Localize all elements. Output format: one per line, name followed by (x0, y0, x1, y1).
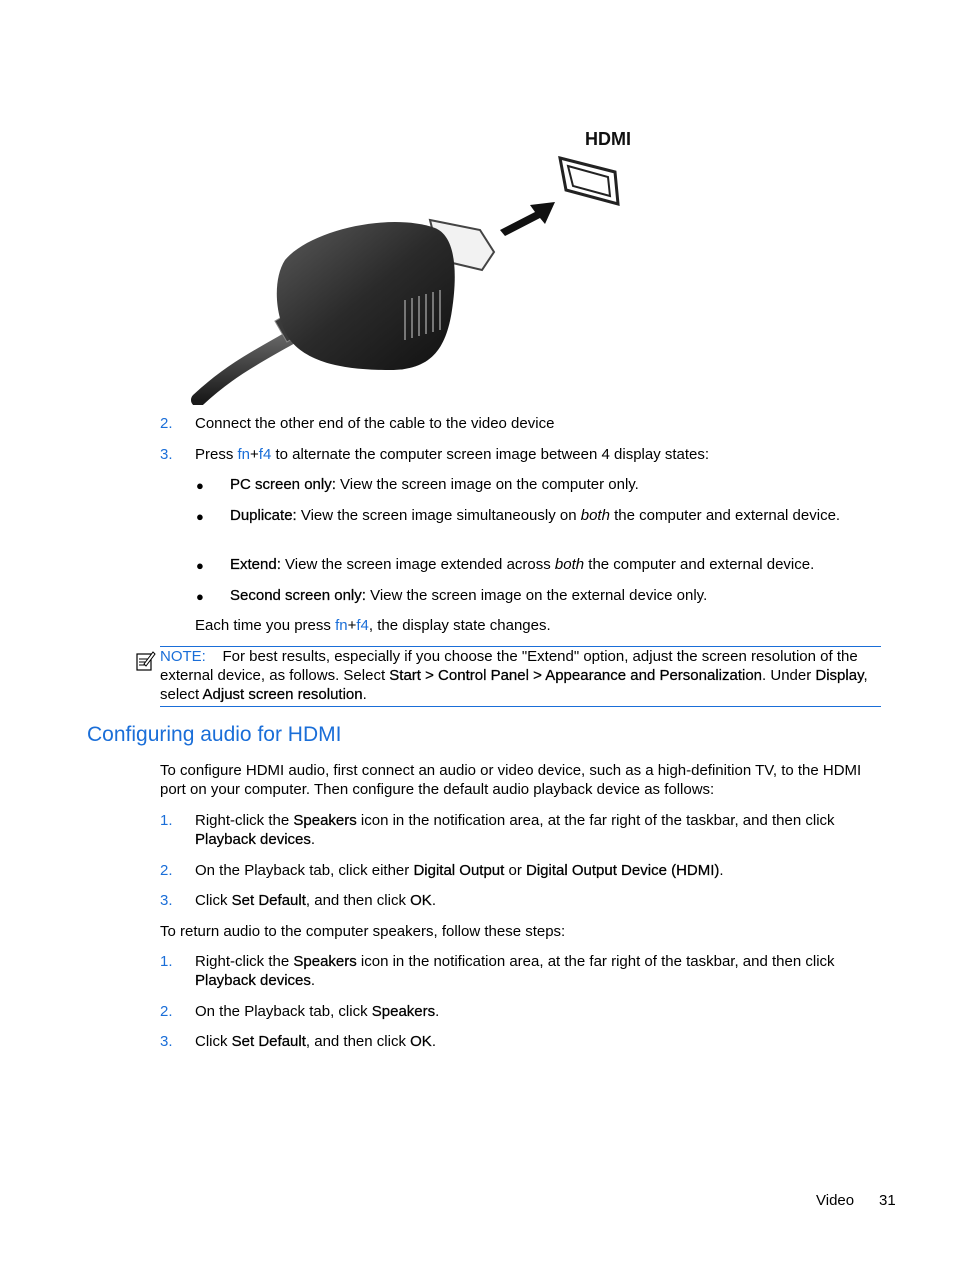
step-number: 2. (160, 862, 173, 879)
step-number: 3. (160, 446, 173, 463)
cable (198, 335, 295, 400)
bullet-icon: ● (196, 478, 204, 493)
note-bottom-rule (160, 706, 881, 707)
hdmi-illustration-svg (190, 120, 650, 405)
step-text: Click Set Default, and then click OK. (195, 892, 436, 909)
hdmi-port-icon (560, 158, 618, 204)
step-text: Right-click the Speakers icon in the notification area, at the far right of the taskbar, and then click Playback devices. (195, 953, 835, 989)
key-fn: fn (237, 446, 251, 463)
display-state-item: Second screen only: View the screen image on the external device only. (230, 587, 708, 604)
note-icon (136, 650, 156, 672)
bullet-icon: ● (196, 558, 204, 573)
note-text: NOTE: For best results, especially if you choose the "Extend" option, adjust the screen resolution of the external device, as follows. Select Start > Control Panel > Appearance and Personalization. Under Display, select Adjust screen resolution. (160, 648, 868, 703)
each-time-text: Each time you press fn+f4, the display state changes. (195, 617, 551, 634)
step-text: Click Set Default, and then click OK. (195, 1033, 436, 1050)
step-number: 3. (160, 892, 173, 909)
step-number: 2. (160, 1003, 173, 1020)
step-number: 3. (160, 1033, 173, 1050)
insert-arrow (500, 202, 555, 236)
step-number: 2. (160, 415, 173, 432)
step-text: On the Playback tab, click either Digital Output or Digital Output Device (HDMI). (195, 862, 724, 879)
intro-paragraph: To configure HDMI audio, first connect an audio or video device, such as a high-definition TV, to the HDMI port on your computer. Then configure the default audio playback device as follows: (160, 762, 862, 798)
display-state-item: Duplicate: View the screen image simultaneously on both the computer and external device. (230, 507, 841, 524)
bullet-icon: ● (196, 509, 204, 524)
step-number: 1. (160, 812, 173, 829)
bullet-icon: ● (196, 589, 204, 604)
footer-section-name: Video (816, 1192, 855, 1209)
display-state-item: PC screen only: View the screen image on the computer only. (230, 476, 639, 493)
plug-body (277, 222, 455, 370)
display-state-item: Extend: View the screen image extended across both the computer and external device. (230, 556, 815, 573)
step-text: Right-click the Speakers icon in the notification area, at the far right of the taskbar, and then click Playback devices. (195, 812, 835, 848)
note-label: NOTE: (160, 648, 206, 665)
footer-page-number: 31 (879, 1192, 896, 1209)
hdmi-label: HDMI (585, 129, 631, 149)
step-text: Press fn+f4 to alternate the computer screen image between 4 display states: (195, 446, 710, 463)
step-text: Connect the other end of the cable to the video device (195, 415, 555, 432)
return-paragraph: To return audio to the computer speakers, follow these steps: (160, 923, 566, 940)
key-f4: f4 (258, 446, 272, 463)
hdmi-connection-illustration (190, 120, 650, 405)
section-heading: Configuring audio for HDMI (87, 723, 342, 746)
step-text: On the Playback tab, click Speakers. (195, 1003, 440, 1020)
step-number: 1. (160, 953, 173, 970)
